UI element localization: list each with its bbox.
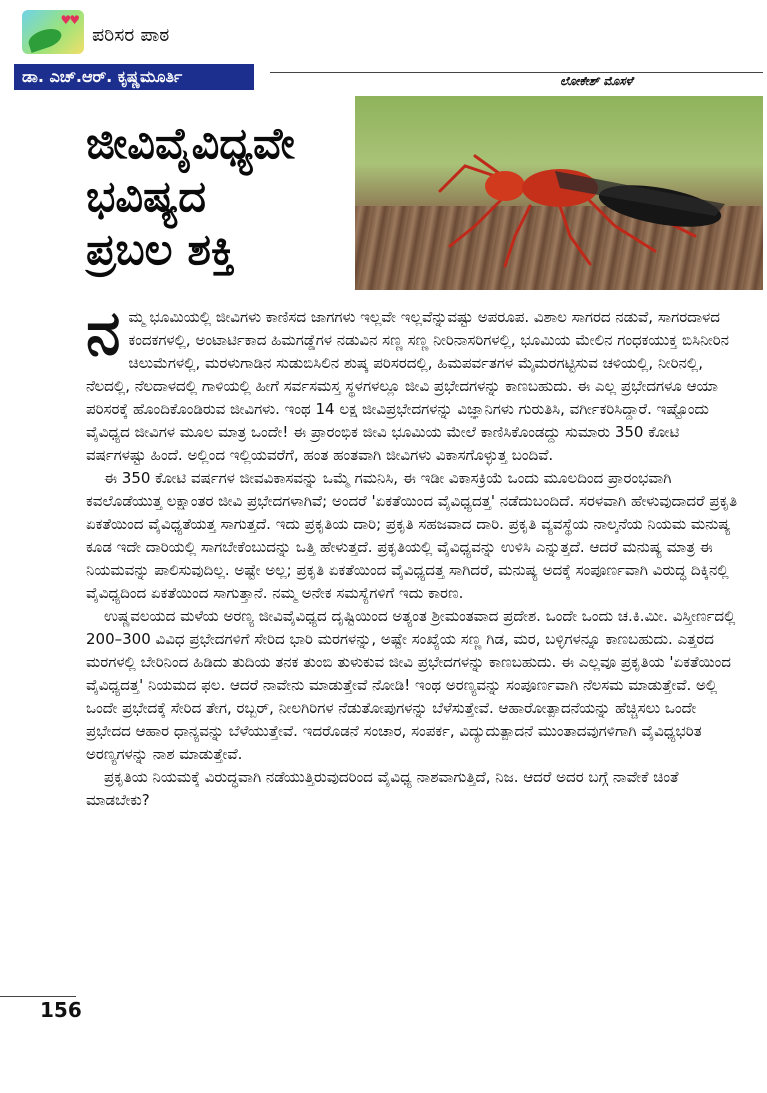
- illustrator-name: ಲೋಕೇಶ್ ಮೊಸಳೆ: [560, 74, 633, 88]
- title-line-3: ಪ್ರಬಲ ಶಕ್ತಿ: [86, 225, 235, 275]
- insect-photo: [355, 96, 763, 290]
- author-name: ಡಾ. ಎಚ್.ಆರ್. ಕೃಷ್ಣಮೂರ್ತಿ: [14, 64, 254, 90]
- header-divider: [270, 72, 763, 73]
- paragraph-3: ಉಷ್ಣವಲಯದ ಮಳೆಯ ಅರಣ್ಯ ಜೀವಿವೈವಿಧ್ಯದ ದೃಷ್ಟಿಯಿಂದ ಅತ್ಯಂತ ಶ್ರೀಮಂತವಾದ ಪ್ರದೇಶ. ಒಂದೇ ಒಂದು ಚ.ಕಿ.ಮೀ. ವಿಸ್ತೀರ್ಣದಲ್ಲಿ 200–300 ವಿವಿಧ ಪ್ರಭೇದಗಳಿಗೆ ಸೇರಿದ ಭಾರಿ ಮರಗಳನ್ನು, ಅಷ್ಟೇ ಸಂಖ್ಯೆಯ ಸಣ್ಣ ಗಿಡ, ಮರ, ಬಳ್ಳಿಗಳನ್ನೂ ಕಾಣಬಹುದು. ಎತ್ತರದ ಮರಗಳಲ್ಲಿ ಬೇರಿನಿಂದ ಹಿಡಿದು ತುದಿಯ ತನಕ ತುಂಬಿ ತುಳುಕುವ ಜೀವಿ ಪ್ರಭೇದಗಳನ್ನು ಕಾಣಬಹುದು. ಈ ಎಲ್ಲವೂ ಪ್ರಕೃತಿಯ 'ಏಕತೆಯಿಂದ ವೈವಿಧ್ಯದತ್ತ' ನಿಯಮದ ಫಲ. ಆದರೆ ನಾವೇನು ಮಾಡುತ್ತೇವೆ ನೋಡಿ! ಇಂಥ ಅರಣ್ಯವನ್ನು ಸಂಪೂರ್ಣವಾಗಿ ನೆಲಸಮ ಮಾಡುತ್ತೇವೆ. ಅಲ್ಲಿ ಒಂದೇ ಪ್ರಭೇದಕ್ಕೆ ಸೇರಿದ ತೇಗ, ರಬ್ಬರ್, ನೀಲಗಿರಿಗಳ ನೆಡುತೋಪುಗಳನ್ನು ಬೆಳೆಸುತ್ತೇವೆ. ಆಹಾರೋತ್ಪಾದನೆಯನ್ನು ಹೆಚ್ಚಿಸಲು ಒಂದೇ ಪ್ರಭೇದದ ಆಹಾರ ಧಾನ್ಯವನ್ನು ಬೆಳೆಯುತ್ತೇವೆ. ಇದರೊಡನೆ ಸಂಚಾರ, ಸಂಪರ್ಕ, ವಿದ್ಯುದುತ್ಪಾದನೆ ಮುಂತಾದವುಗಳಿಗಾಗಿ ವೈವಿಧ್ಯಭರಿತ ಅರಣ್ಯಗಳನ್ನು ನಾಶ ಮಾಡುತ್ತೇವೆ.: [86, 607, 736, 763]
- wasp-illustration: [355, 96, 763, 290]
- hearts-icon: ♥♥: [60, 13, 78, 27]
- section-title: ಪರಿಸರ ಪಾಠ: [92, 24, 170, 46]
- title-line-2: ಭವಿಷ್ಯದ: [86, 172, 207, 222]
- title-line-1: ಜೀವಿವೈವಿಧ್ಯವೇ: [86, 119, 295, 169]
- magazine-logo: [22, 10, 84, 54]
- drop-cap: ನ: [86, 296, 121, 369]
- paragraph-1: [86, 296, 741, 467]
- page-number: 156: [40, 998, 82, 1022]
- leaf-icon: [26, 25, 64, 53]
- footer-divider: [0, 996, 76, 997]
- article-body: [86, 296, 741, 812]
- paragraph-1-text: ಮ್ಮ ಭೂಮಿಯಲ್ಲಿ ಜೀವಿಗಳು ಕಾಣಿಸದ ಜಾಗಗಳು ಇಲ್ಲವೇ ಇಲ್ಲವೆನ್ನುವಷ್ಟು ಅಪರೂಪ. ವಿಶಾಲ ಸಾಗರದ ನಡುವೆ, ಸಾಗರದಾಳದ ಕಂದಕಗಳಲ್ಲಿ, ಅಂಟಾರ್ಟಿಕಾದ ಹಿಮಗಡ್ಡೆಗಳ ನಡುವಿನ ಸಣ್ಣ ಸಣ್ಣ ನೀರಿನಾಸರಿಗಳಲ್ಲಿ, ಭೂಮಿಯ ಮೇಲಿನ ಗಂಧಕಯುಕ್ತ ಬಿಸಿನೀರಿನ ಚಿಲುಮೆಗಳಲ್ಲಿ, ಮರಳುಗಾಡಿನ ಸುಡುಬಿಸಿಲಿನ ಶುಷ್ಕ ಪರಿಸರದಲ್ಲಿ, ಹಿಮಪರ್ವತಗಳ ಮೈಮರಗಟ್ಟಿಸುವ ಚಳಿಯಲ್ಲಿ, ನೀರಿನಲ್ಲಿ, ನೆಲದಲ್ಲಿ, ನೆಲದಾಳದಲ್ಲಿ ಗಾಳಿಯಲ್ಲಿ ಹೀಗೆ ಸರ್ವಸಮಸ್ತ ಸ್ಥಳಗಳಲ್ಲೂ ಜೀವಿ ಪ್ರಭೇದಗಳನ್ನು ಕಾಣಬಹುದು. ಈ ಎಲ್ಲ ಪ್ರಭೇದಗಳೂ ಆಯಾ ಪರಿಸರಕ್ಕೆ ಹೊಂದಿಕೊಂಡಿರುವ ಜೀವಿಗಳು. ಇಂಥ 14 ಲಕ್ಷ ಜೀವಿಪ್ರಭೇದಗಳನ್ನು ವಿಜ್ಞಾನಿಗಳು ಗುರುತಿಸಿ, ವರ್ಗೀಕರಿಸಿದ್ದಾರೆ. ಇಷ್ಟೊಂದು ವೈವಿಧ್ಯದ ಜೀವಿಗಳ ಮೂಲ ಮಾತ್ರ ಒಂದೇ! ಈ ಪ್ರಾರಂಭಿಕ ಜೀವಿ ಭೂಮಿಯ ಮೇಲೆ ಕಾಣಿಸಿಕೊಂಡದ್ದು ಸುಮಾರು 350 ಕೋಟಿ ವರ್ಷಗಳಷ್ಟು ಹಿಂದೆ. ಅಲ್ಲಿಂದ ಇಲ್ಲಿಯವರೆಗೆ, ಹಂತ ಹಂತವಾಗಿ ಜೀವಿಗಳು ವಿಕಾಸಗೊಳ್ಳುತ್ತ ಬಂದಿವೆ.: [86, 308, 730, 464]
- paragraph-4: ಪ್ರಕೃತಿಯ ನಿಯಮಕ್ಕೆ ವಿರುದ್ಧವಾಗಿ ನಡೆಯುತ್ತಿರುವುದರಿಂದ ವೈವಿಧ್ಯ ನಾಶವಾಗುತ್ತಿದೆ, ನಿಜ. ಆದರೆ ಅದರ ಬಗ್ಗೆ ನಾವೇಕೆ ಚಿಂತೆ ಮಾಡಬೇಕು?: [86, 768, 679, 809]
- paragraph-2: ಈ 350 ಕೋಟಿ ವರ್ಷಗಳ ಜೀವವಿಕಾಸವನ್ನು ಒಮ್ಮೆ ಗಮನಿಸಿ, ಈ ಇಡೀ ವಿಕಾಸಕ್ರಿಯೆ ಒಂದು ಮೂಲದಿಂದ ಪ್ರಾರಂಭವಾಗಿ ಕವಲೊಡೆಯುತ್ತ ಲಕ್ಷಾಂತರ ಜೀವಿ ಪ್ರಭೇದಗಳಾಗಿವೆ; ಅಂದರೆ 'ಏಕತೆಯಿಂದ ವೈವಿಧ್ಯದತ್ತ' ನಡೆದುಬಂದಿದೆ. ಸರಳವಾಗಿ ಹೇಳುವುದಾದರೆ ಪ್ರಕೃತಿ ಏಕತೆಯಿಂದ ವೈವಿಧ್ಯತೆಯತ್ತ ಸಾಗುತ್ತದೆ. ಇದು ಪ್ರಕೃತಿಯ ದಾರಿ; ಪ್ರಕೃತಿ ಸಹಜವಾದ ದಾರಿ. ಪ್ರಕೃತಿ ವ್ಯವಸ್ಥೆಯ ನಾಲ್ಕನೆಯ ನಿಯಮ ಮನುಷ್ಯ ಕೂಡ ಇದೇ ದಾರಿಯಲ್ಲಿ ಸಾಗಬೇಕೆಂಬುದನ್ನು ಒತ್ತಿ ಹೇಳುತ್ತದೆ. ಪ್ರಕೃತಿಯಲ್ಲಿ ವೈವಿಧ್ಯವನ್ನು ಉಳಿಸಿ ಎನ್ನುತ್ತದೆ. ಆದರೆ ಮನುಷ್ಯ ಮಾತ್ರ ಈ ನಿಯಮವನ್ನು ಪಾಲಿಸುವುದಿಲ್ಲ. ಅಷ್ಟೇ ಅಲ್ಲ; ಪ್ರಕೃತಿ ಏಕತೆಯಿಂದ ವೈವಿಧ್ಯದತ್ತ ಸಾಗಿದರೆ, ಮನುಷ್ಯ ಅದಕ್ಕೆ ಸಂಪೂರ್ಣವಾಗಿ ವಿರುದ್ಧ ದಿಕ್ಕಿನಲ್ಲಿ ವೈವಿಧ್ಯದಿಂದ ಏಕತೆಯಿಂದ ಸಾಗುತ್ತಾನೆ. ನಮ್ಮ ಅನೇಕ ಸಮಸ್ಯೆಗಳಿಗೆ ಇದು ಕಾರಣ.: [86, 469, 738, 602]
- article-title: [86, 118, 348, 277]
